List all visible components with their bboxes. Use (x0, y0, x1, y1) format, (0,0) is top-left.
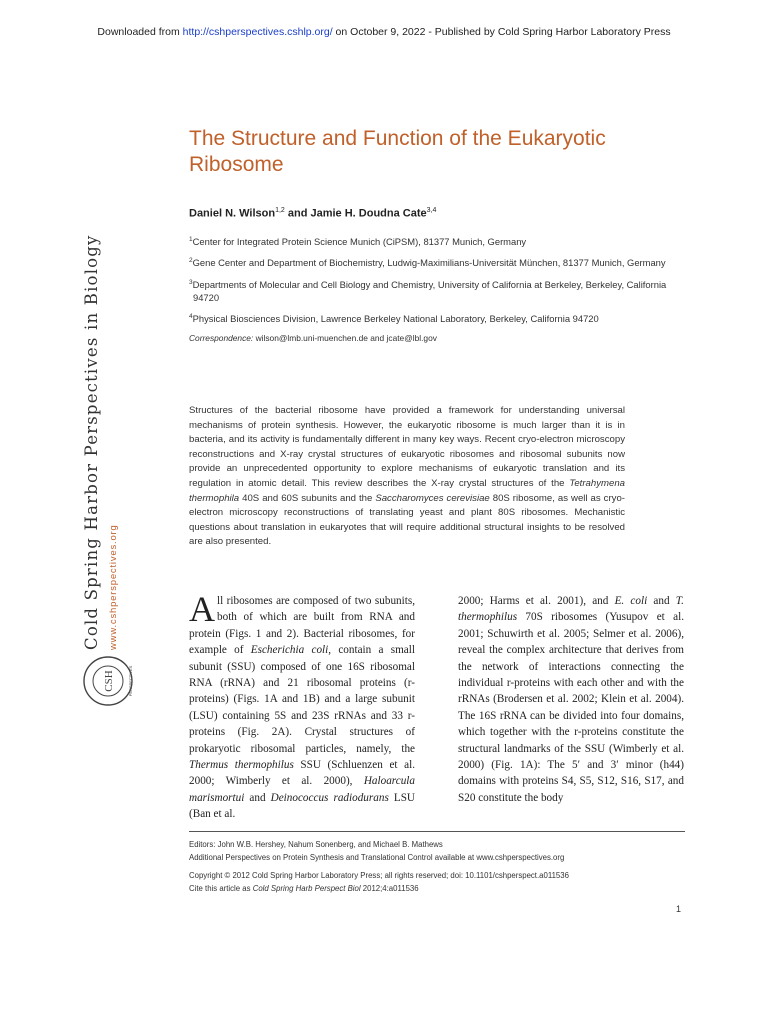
citation-line (189, 883, 685, 896)
correspondence-label: Correspondence: (189, 332, 254, 343)
author-name: Jamie H. Doudna Cate (310, 207, 427, 220)
text-run: LSU (Ban et al. (189, 791, 415, 821)
affiliation-text: Gene Center and Department of Biochemistry, Ludwig-Maximilians-Universität München, 81377 Munich, Germany (192, 257, 666, 269)
affiliation-text: Physical Biosciences Division, Lawrence Berkeley National Laboratory, Berkeley, California 94720 (192, 313, 599, 325)
text-run: ll ribosomes are composed of two subunits, both of which are built from RNA and protein (Figs. 1 and 2). Bacterial ribosomes, for example of (189, 595, 415, 657)
text-run: SSU (Schluenzen et al. 2000; Wimberly et al. 2000), (189, 759, 415, 788)
italic-term: Thermus thermophilus (189, 759, 294, 772)
text-run: and (244, 791, 271, 804)
cite-prefix: Cite this article as (189, 883, 253, 893)
text-run: Structures of the bacterial ribosome have provided a framework for understanding universal mechanisms of protein synthesis. However, the eukaryotic ribosome is much larger than it is in bacteria, and its activity is fundamentally different in many key ways. Recent cryo-electron microscopy reconstructions and X-ray crystal structures of eukaryotic ribosomes and ribosomal subunits now provide an unprecedented opportunity to explore mechanisms of eukaryotic translation and its regulation in atomic detail. This review describes the X-ray crystal structures of the (189, 405, 625, 489)
affiliation (189, 233, 689, 248)
logo-text: CSH (103, 670, 115, 692)
italic-term: T. thermophilus (458, 595, 684, 624)
italic-term: Escherichia coli (250, 644, 329, 657)
text-run: 70S ribosomes (Yusupov et al. 2001; Schuwirth et al. 2005; Selmer et al. 2006), reveal the complex architecture that derives from the network of interactions connecting the individual r-proteins with each other and with the rRNAs (Brodersen et al. 2002; Klein et al. 2004). The 16S rRNA can be divided into four domains, which together with the r-proteins constitute the structural landmarks of the SSU (Wimberly et al. 2000) (Fig. 1A): The 5′ and 3′ minor (h44) domains with proteins S4, S5, S12, S16, S17, and S20 constitute the body (458, 611, 684, 804)
italic-term: Deinococcus radiodurans (270, 791, 389, 804)
body-column-right (458, 593, 684, 806)
cite-suffix: 2012;4:a011536 (360, 883, 419, 893)
affiliation-text: Center for Integrated Protein Science Munich (CiPSM), 81377 Munich, Germany (192, 236, 527, 248)
italic-term: Haloarcula marismortui (189, 775, 415, 804)
italic-term: Saccharomyces cerevisiae (375, 492, 490, 504)
text-run: 2000; Harms et al. 2001), and (458, 595, 615, 607)
download-notice (0, 26, 768, 38)
affiliation (189, 310, 689, 325)
author-name: Daniel N. Wilson (189, 207, 276, 220)
drop-cap: A (189, 589, 215, 629)
italic-term: E. coli (614, 595, 648, 607)
italic-term: Tetrahymena thermophila (189, 477, 625, 504)
affiliation (189, 254, 689, 269)
affiliation-sup: 1 (189, 236, 193, 243)
logo-subtext: PERSPECTIVES (128, 665, 133, 697)
footer-divider (189, 831, 685, 832)
journal-name: Cold Spring Harbor Perspectives in Biology (82, 234, 101, 650)
cite-journal: Cold Spring Harb Perspect Biol (252, 883, 361, 893)
affiliation-sup: 4 (189, 313, 193, 321)
footer-notes (189, 839, 685, 895)
affiliation-sup: 2 (189, 257, 193, 265)
journal-url[interactable]: www.cshperspectives.org (108, 524, 119, 650)
text-run: 40S and 60S subunits and the (239, 492, 376, 504)
affiliations (189, 233, 689, 345)
text-run: 80S ribosome, as well as cryo-electron microscopy reconstructions of translating yeast and plant 80S ribosomes. Mechanistic questions about translation in eukaryotes that will require additional structural insights to be resolved are also presented. (189, 492, 626, 548)
page-number: 1 (676, 904, 682, 914)
correspondence (189, 332, 689, 345)
copyright-line: Copyright © 2012 Cold Spring Harbor Laboratory Press; all rights reserved; doi: 10.1101/cshperspect.a011536 (189, 871, 569, 881)
additional-perspectives: Additional Perspectives on Protein Synthesis and Translational Control available at www.cshperspectives.org (189, 852, 565, 862)
correspondence-emails[interactable]: wilson@lmb.uni-muenchen.de and jcate@lbl.gov (253, 332, 437, 343)
text-run: , contain a small subunit (SSU) composed of one 16S ribosomal RNA (rRNA) and 21 ribosomal proteins (r-proteins) (Figs. 1A and 1B) and a large subunit (LSU) containing 5S and 23S rRNAs and 33 r-proteins (Fig. 2A). Crystal structures of prokaryotic ribosomal particles, namely, the (189, 644, 415, 755)
download-link[interactable]: http://cshperspectives.cshlp.org/ (182, 26, 333, 38)
text-run: and (647, 595, 676, 607)
author-join: and (284, 207, 311, 220)
article-title: The Structure and Function of the Eukaryotic Ribosome (189, 127, 606, 176)
download-suffix: on October 9, 2022 - Published by Cold Spring Harbor Laboratory Press (332, 26, 671, 38)
csh-logo-icon (82, 655, 134, 707)
abstract (189, 404, 625, 550)
editors-note: Editors: John W.B. Hershey, Nahum Sonenberg, and Michael B. Mathews (189, 840, 443, 849)
download-prefix: Downloaded from (97, 26, 183, 38)
body-column-left (189, 589, 415, 823)
affiliation-sup: 3 (189, 278, 193, 286)
affiliation-text: Departments of Molecular and Cell Biology and Chemistry, University of California at Berkeley, Berkeley, California 94720 (192, 278, 667, 303)
affiliation (189, 276, 689, 305)
author-line (189, 207, 436, 220)
author-sup: 3,4 (426, 207, 437, 214)
author-sup: 1,2 (275, 207, 285, 214)
body-text-left (189, 589, 415, 821)
